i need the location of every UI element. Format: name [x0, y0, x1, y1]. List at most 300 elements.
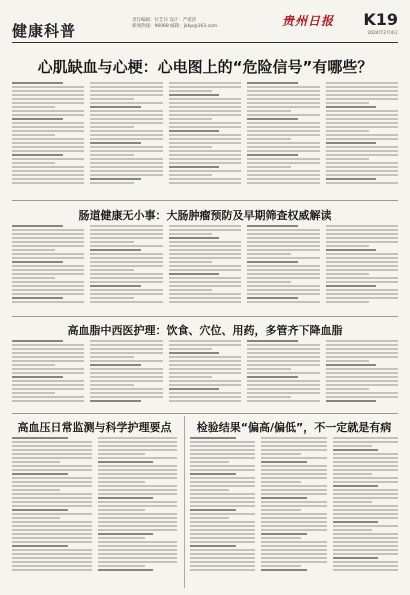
text-line	[12, 376, 63, 378]
text-line	[12, 106, 55, 108]
text-line	[326, 253, 398, 255]
text-line	[12, 122, 84, 124]
text-line	[247, 138, 290, 140]
text-line	[190, 497, 255, 499]
text-line	[169, 372, 241, 374]
text-line	[169, 293, 241, 295]
text-line	[326, 146, 398, 148]
text-line	[12, 265, 84, 267]
text-line	[12, 497, 92, 499]
text-line	[261, 501, 326, 503]
text-line	[12, 437, 68, 439]
text-line	[169, 396, 241, 398]
text-line	[326, 376, 398, 378]
text-line	[169, 142, 241, 144]
text-line	[12, 541, 92, 543]
text-line	[90, 82, 162, 84]
text-line	[247, 233, 319, 235]
text-line	[98, 453, 146, 455]
text-line	[247, 380, 319, 382]
text-line	[12, 241, 84, 243]
text-line	[247, 245, 319, 247]
text-line	[12, 364, 55, 366]
text-line	[169, 94, 220, 96]
text-line	[98, 553, 178, 555]
text-line	[333, 497, 398, 499]
text-line	[247, 237, 319, 239]
text-line	[261, 465, 326, 467]
text-line	[333, 481, 398, 483]
text-line	[12, 473, 68, 475]
text-line	[169, 134, 241, 136]
text-line	[247, 392, 319, 394]
text-line	[12, 469, 92, 471]
text-line	[333, 561, 398, 563]
text-line	[326, 241, 398, 243]
text-line	[326, 257, 398, 259]
text-line	[326, 98, 398, 100]
divider	[12, 200, 398, 201]
text-line	[247, 130, 319, 132]
text-line	[98, 501, 178, 503]
text-line	[90, 233, 162, 235]
text-line	[326, 269, 398, 271]
text-line	[247, 356, 319, 358]
text-column	[326, 340, 398, 410]
text-line	[12, 110, 84, 112]
text-line	[98, 465, 178, 467]
text-line	[90, 130, 162, 132]
text-line	[326, 118, 398, 120]
text-line	[12, 485, 92, 487]
text-line	[326, 249, 377, 251]
text-line	[169, 257, 241, 259]
text-line	[333, 457, 398, 459]
text-line	[261, 509, 300, 511]
text-line	[98, 461, 154, 463]
text-line	[333, 529, 372, 531]
text-line	[326, 281, 398, 283]
text-line	[90, 289, 162, 291]
text-line	[247, 396, 290, 398]
text-line	[169, 348, 212, 350]
text-line	[326, 154, 398, 156]
text-line	[190, 529, 255, 531]
text-line	[90, 114, 162, 116]
text-line	[169, 146, 212, 148]
text-line	[326, 364, 377, 366]
text-line	[169, 182, 241, 184]
text-line	[190, 553, 255, 555]
text-line	[90, 229, 162, 231]
text-line	[326, 126, 398, 128]
text-line	[190, 561, 255, 563]
text-column	[12, 225, 84, 313]
text-line	[12, 453, 92, 455]
text-line	[326, 110, 398, 112]
text-line	[12, 237, 84, 239]
text-line	[12, 372, 84, 374]
text-line	[326, 340, 398, 342]
text-line	[169, 110, 241, 112]
text-line	[333, 541, 398, 543]
text-line	[12, 569, 92, 571]
text-line	[247, 241, 319, 243]
text-line	[98, 557, 178, 559]
text-line	[169, 178, 241, 180]
text-line	[333, 505, 398, 507]
text-line	[261, 569, 307, 571]
text-line	[98, 457, 178, 459]
text-line	[326, 122, 398, 124]
text-line	[169, 261, 212, 263]
text-line	[169, 352, 220, 354]
text-line	[247, 277, 319, 279]
text-line	[90, 277, 162, 279]
text-line	[333, 549, 398, 551]
text-line	[247, 162, 319, 164]
text-line	[326, 360, 369, 362]
text-line	[169, 237, 220, 239]
text-line	[326, 94, 398, 96]
text-line	[90, 285, 141, 287]
text-line	[98, 449, 178, 451]
text-line	[261, 505, 326, 507]
text-line	[169, 233, 212, 235]
text-line	[90, 380, 162, 382]
text-line	[169, 368, 241, 370]
text-line	[90, 146, 162, 148]
text-line	[326, 348, 398, 350]
text-line	[12, 249, 55, 251]
text-line	[12, 257, 84, 259]
text-line	[12, 441, 92, 443]
text-line	[333, 485, 379, 487]
text-line	[247, 269, 319, 271]
text-line	[12, 517, 60, 519]
text-line	[333, 445, 372, 447]
text-line	[169, 301, 241, 303]
text-line	[333, 525, 398, 527]
newspaper-logo: 贵州日报	[282, 14, 335, 28]
text-line	[326, 368, 398, 370]
text-line	[190, 565, 255, 567]
article-body-bp	[12, 437, 177, 587]
text-column	[333, 437, 398, 587]
text-line	[326, 182, 398, 184]
text-line	[12, 150, 84, 152]
text-line	[90, 98, 133, 100]
text-line	[326, 233, 398, 235]
text-line	[169, 229, 241, 231]
text-line	[12, 285, 84, 287]
text-line	[12, 162, 55, 164]
text-line	[190, 485, 255, 487]
text-line	[90, 182, 133, 184]
text-line	[247, 368, 290, 370]
contact-line: 新闻热线：96068 邮箱：jkkp@163.com	[132, 24, 218, 29]
text-column	[12, 82, 84, 197]
article-body-lab	[190, 437, 398, 587]
text-line	[12, 297, 63, 299]
text-line	[333, 545, 398, 547]
text-line	[333, 469, 398, 471]
text-line	[333, 509, 398, 511]
text-line	[326, 106, 377, 108]
text-line	[169, 170, 241, 172]
text-line	[190, 489, 229, 491]
text-line	[169, 380, 241, 382]
text-line	[247, 301, 319, 303]
text-column	[247, 225, 319, 313]
text-line	[247, 182, 319, 184]
text-line	[12, 98, 84, 100]
text-line	[12, 545, 68, 547]
text-column	[12, 437, 92, 587]
text-line	[333, 553, 398, 555]
text-line	[247, 261, 298, 263]
text-line	[12, 344, 84, 346]
text-line	[247, 388, 319, 390]
text-line	[326, 400, 377, 402]
text-line	[90, 376, 162, 378]
text-column	[190, 437, 255, 587]
text-line	[90, 102, 162, 104]
text-line	[12, 449, 92, 451]
article-body-lipid	[12, 340, 398, 410]
text-line	[247, 225, 298, 227]
text-line	[333, 537, 398, 539]
text-line	[261, 537, 300, 539]
text-line	[190, 545, 236, 547]
text-line	[98, 525, 178, 527]
text-line	[90, 106, 141, 108]
text-line	[326, 273, 369, 275]
text-line	[169, 376, 212, 378]
text-line	[12, 368, 84, 370]
text-line	[12, 493, 92, 495]
text-column	[247, 340, 319, 410]
text-line	[12, 513, 92, 515]
text-line	[169, 241, 241, 243]
article-body-colon	[12, 225, 398, 313]
text-line	[326, 158, 369, 160]
text-line	[261, 481, 300, 483]
text-line	[247, 376, 298, 378]
text-line	[12, 261, 63, 263]
text-line	[190, 465, 255, 467]
text-line	[247, 344, 319, 346]
text-line	[169, 162, 241, 164]
editor-info	[132, 18, 217, 30]
text-line	[247, 154, 298, 156]
text-line	[90, 241, 133, 243]
text-line	[247, 364, 319, 366]
text-line	[326, 174, 398, 176]
text-line	[12, 293, 84, 295]
text-column	[12, 340, 84, 410]
text-line	[98, 565, 146, 567]
text-line	[98, 569, 154, 571]
text-line	[190, 509, 236, 511]
text-line	[90, 344, 162, 346]
text-line	[326, 166, 398, 168]
text-line	[12, 225, 63, 227]
text-line	[326, 86, 398, 88]
text-line	[190, 501, 255, 503]
text-line	[12, 269, 84, 271]
text-line	[333, 441, 398, 443]
text-line	[12, 360, 84, 362]
text-line	[169, 265, 241, 267]
text-line	[326, 388, 369, 390]
text-line	[247, 146, 319, 148]
text-line	[90, 368, 162, 370]
text-line	[12, 489, 60, 491]
text-line	[190, 477, 255, 479]
text-line	[247, 384, 319, 386]
text-line	[326, 134, 398, 136]
text-line	[247, 352, 319, 354]
text-line	[169, 388, 220, 390]
text-line	[12, 166, 84, 168]
text-line	[190, 445, 255, 447]
text-line	[90, 158, 162, 160]
text-column	[90, 340, 162, 410]
text-line	[12, 277, 55, 279]
text-line	[12, 86, 84, 88]
text-line	[190, 541, 255, 543]
text-line	[98, 545, 178, 547]
divider	[12, 413, 398, 414]
text-line	[90, 293, 162, 295]
text-line	[12, 82, 63, 84]
text-line	[169, 166, 220, 168]
text-line	[261, 453, 300, 455]
text-line	[326, 162, 398, 164]
text-line	[326, 225, 398, 227]
text-line	[12, 533, 92, 535]
text-line	[90, 110, 162, 112]
text-line	[169, 249, 241, 251]
text-line	[12, 289, 84, 291]
text-line	[12, 90, 84, 92]
text-line	[326, 352, 398, 354]
text-line	[326, 301, 369, 303]
text-line	[326, 138, 398, 140]
text-line	[326, 265, 398, 267]
text-line	[326, 237, 398, 239]
text-line	[169, 126, 241, 128]
text-line	[169, 154, 241, 156]
text-line	[90, 392, 162, 394]
text-line	[12, 561, 92, 563]
text-line	[333, 557, 379, 559]
text-line	[190, 493, 255, 495]
text-column	[326, 225, 398, 313]
text-line	[247, 94, 319, 96]
text-line	[90, 364, 141, 366]
text-line	[169, 174, 212, 176]
article-title-bp: 高血压日常监测与科学护理要点	[17, 421, 172, 434]
text-line	[190, 549, 255, 551]
text-line	[261, 521, 326, 523]
text-line	[261, 441, 326, 443]
text-line	[12, 549, 92, 551]
text-line	[247, 400, 319, 402]
text-line	[190, 437, 236, 439]
text-line	[98, 521, 178, 523]
text-line	[12, 102, 84, 104]
text-line	[12, 461, 60, 463]
text-line	[247, 90, 319, 92]
article-title-lab: 检验结果“偏高/偏低”，不一定就是有病	[196, 421, 392, 434]
text-line	[247, 170, 319, 172]
text-line	[190, 569, 255, 571]
text-line	[333, 513, 398, 515]
text-line	[12, 233, 84, 235]
text-line	[98, 497, 154, 499]
text-line	[261, 557, 326, 559]
text-line	[12, 114, 84, 116]
text-line	[333, 489, 398, 491]
text-line	[90, 261, 162, 263]
text-line	[333, 461, 398, 463]
text-line	[247, 178, 319, 180]
text-column	[261, 437, 326, 587]
text-line	[190, 525, 255, 527]
text-line	[261, 489, 326, 491]
text-line	[98, 509, 146, 511]
text-line	[98, 541, 178, 543]
text-line	[190, 521, 255, 523]
text-line	[261, 545, 326, 547]
text-line	[12, 340, 63, 342]
text-line	[190, 517, 229, 519]
text-line	[90, 94, 162, 96]
text-line	[90, 225, 162, 227]
text-line	[169, 356, 241, 358]
text-line	[326, 344, 398, 346]
text-line	[90, 269, 133, 271]
text-line	[247, 126, 319, 128]
text-line	[326, 277, 398, 279]
text-line	[12, 142, 84, 144]
text-line	[90, 348, 162, 350]
text-line	[247, 174, 319, 176]
text-line	[169, 340, 241, 342]
text-line	[261, 469, 326, 471]
text-column	[169, 340, 241, 410]
text-line	[326, 245, 369, 247]
text-column	[169, 82, 241, 197]
text-line	[90, 265, 162, 267]
text-line	[12, 126, 84, 128]
text-line	[12, 356, 84, 358]
text-line	[333, 533, 398, 535]
text-line	[326, 90, 398, 92]
text-line	[12, 396, 84, 398]
text-line	[169, 289, 212, 291]
text-line	[169, 245, 241, 247]
text-line	[12, 130, 84, 132]
text-line	[247, 293, 319, 295]
text-line	[326, 297, 398, 299]
text-line	[90, 340, 162, 342]
text-line	[333, 521, 379, 523]
text-line	[333, 565, 398, 567]
text-line	[169, 364, 241, 366]
